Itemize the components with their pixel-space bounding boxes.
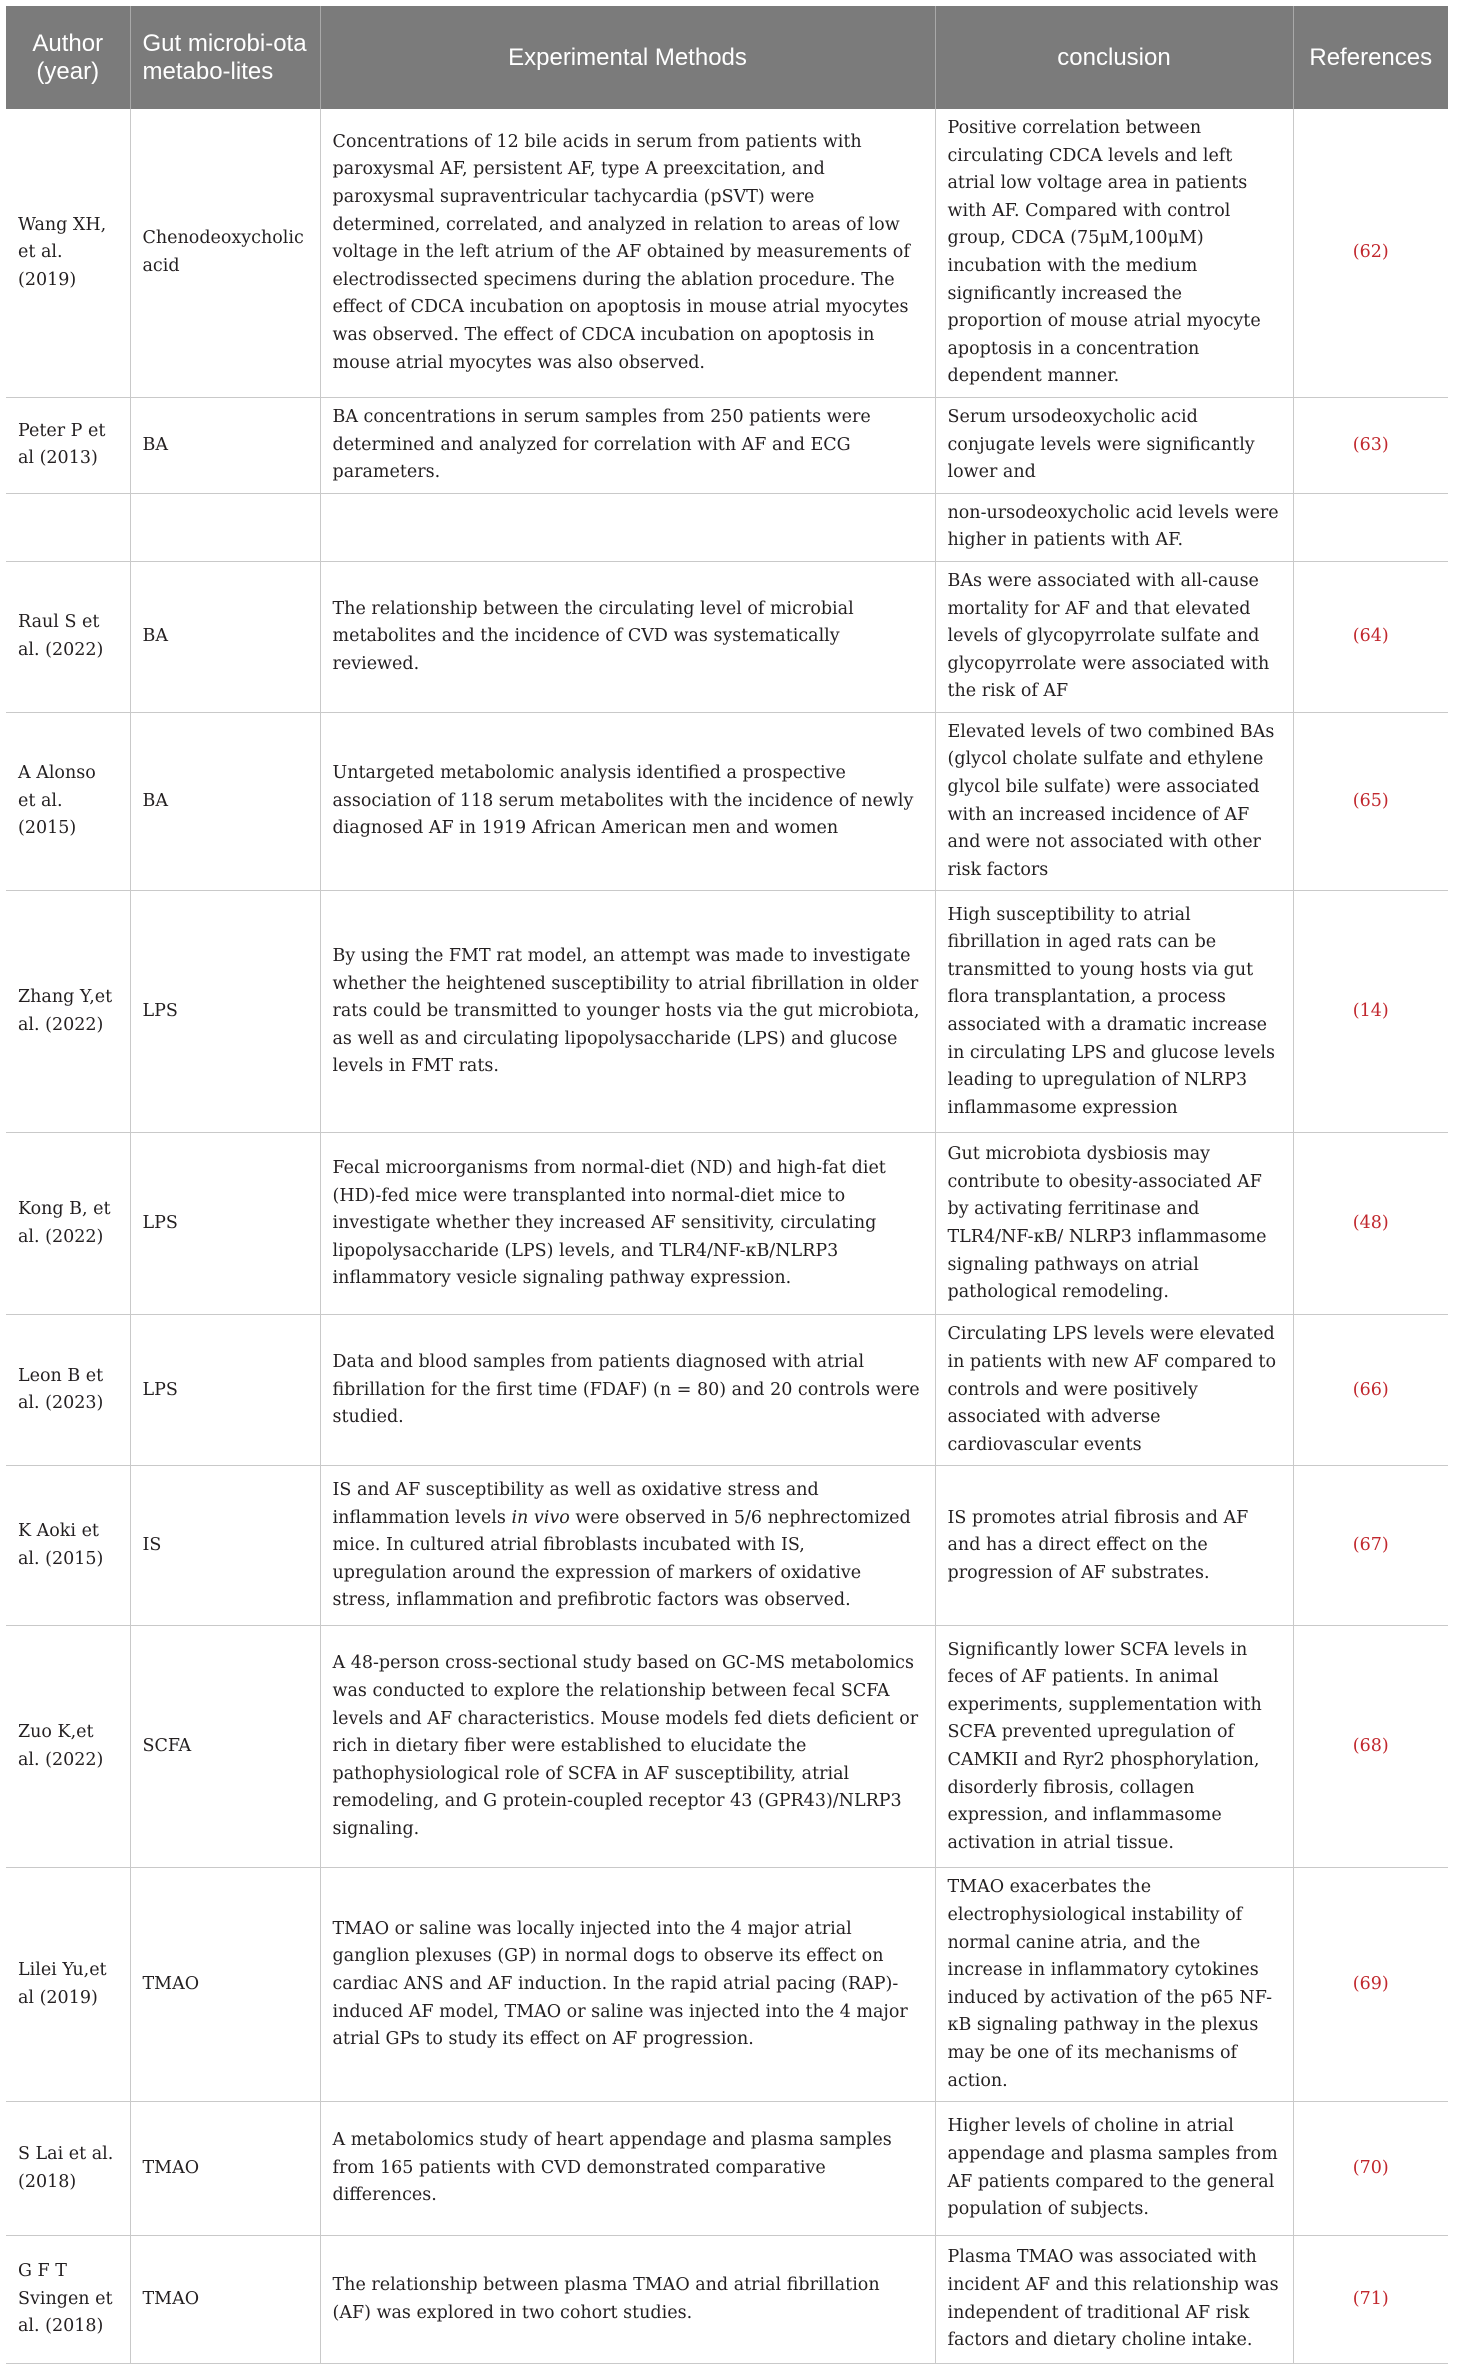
header-methods: Experimental Methods xyxy=(320,6,935,109)
cell-methods: TMAO or saline was locally injected into the 4 major atrial ganglion plexuses (GP) in normal dogs to observe its effect on cardiac ANS and AF induction. In the rapid atrial pacing (RAP)-induced AF model, TMAO or saline was injected into the 4 major atrial GPs to study its effect on AF progression. xyxy=(320,1868,935,2102)
cell-metabolite: TMAO xyxy=(130,2102,320,2236)
reference-link[interactable]: (63) xyxy=(1293,397,1448,493)
cell-author: A Alonso et al. (2015) xyxy=(6,712,130,891)
cell-metabolite: TMAO xyxy=(130,2236,320,2364)
cell-author: Leon B et al. (2023) xyxy=(6,1315,130,1466)
cell-conclusion: Higher levels of choline in atrial appendage and plasma samples from AF patients compared to the general population of subjects. xyxy=(935,2102,1293,2236)
cell-author: S Lai et al. (2018) xyxy=(6,2102,130,2236)
cell-conclusion: IS promotes atrial fibrosis and AF and has a direct effect on the progression of AF substrates. xyxy=(935,1466,1293,1626)
cell-methods: The relationship between the circulating level of microbial metabolites and the incidence of CVD was systematically reviewed. xyxy=(320,561,935,712)
cell-methods: Fecal microorganisms from normal-diet (ND) and high-fat diet (HD)-fed mice were transplanted into normal-diet mice to investigate whether they increased AF sensitivity, circulating lipopolysaccharide (LPS) levels, and TLR4/NF-κB/NLRP3 inflammatory vesicle signaling pathway expression. xyxy=(320,1133,935,1315)
reference-link[interactable]: (67) xyxy=(1293,1466,1448,1626)
cell-conclusion: High susceptibility to atrial fibrillation in aged rats can be transmitted to young hosts via gut flora transplantation, a process associated with a dramatic increase in circulating LPS and glucose levels leading to upregulation of NLRP3 inflammasome expression xyxy=(935,891,1293,1133)
cell-author: Zhang Y,et al. (2022) xyxy=(6,891,130,1133)
header-conclusion: conclusion xyxy=(935,6,1293,109)
cell-metabolite xyxy=(130,493,320,561)
reference-link xyxy=(1293,493,1448,561)
table-row xyxy=(6,1315,1448,1466)
table-row xyxy=(6,1868,1448,2102)
header-metabolite: Gut microbi-ota metabo-lites xyxy=(130,6,320,109)
table-row xyxy=(6,561,1448,712)
cell-author: Wang XH, et al. (2019) xyxy=(6,109,130,397)
cell-author: Peter P et al (2013) xyxy=(6,397,130,493)
header-row xyxy=(6,6,1448,109)
reference-link[interactable]: (64) xyxy=(1293,561,1448,712)
cell-author: G F T Svingen et al. (2018) xyxy=(6,2236,130,2364)
cell-methods xyxy=(320,493,935,561)
cell-metabolite: BA xyxy=(130,397,320,493)
cell-author: Lilei Yu,et al (2019) xyxy=(6,1868,130,2102)
methods-text: were observed in 5/6 nephrectomized mice. In cultured atrial fibroblasts incubated with IS, upregulation around the expression of markers of oxidative stress, inflammation and prefibrotic factors was observed. xyxy=(332,1507,911,1611)
table-row xyxy=(6,109,1448,397)
table-row xyxy=(6,2236,1448,2364)
cell-methods: Untargeted metabolomic analysis identified a prospective association of 118 serum metabolites with the incidence of newly diagnosed AF in 1919 African American men and women xyxy=(320,712,935,891)
cell-conclusion: BAs were associated with all-cause mortality for AF and that elevated levels of glycopyrrolate sulfate and glycopyrrolate were associated with the risk of AF xyxy=(935,561,1293,712)
cell-methods: A 48-person cross-sectional study based on GC-MS metabolomics was conducted to explore the relationship between fecal SCFA levels and AF characteristics. Mouse models fed diets deficient or rich in dietary fiber were established to elucidate the pathophysiological role of SCFA in AF susceptibility, atrial remodeling, and G protein-coupled receptor 43 (GPR43)/NLRP3 signaling. xyxy=(320,1626,935,1868)
reference-link[interactable]: (66) xyxy=(1293,1315,1448,1466)
table-row xyxy=(6,1626,1448,1868)
cell-author: Kong B, et al. (2022) xyxy=(6,1133,130,1315)
cell-methods: A metabolomics study of heart appendage and plasma samples from 165 patients with CVD demonstrated comparative differences. xyxy=(320,2102,935,2236)
reference-link[interactable]: (65) xyxy=(1293,712,1448,891)
cell-conclusion: TMAO exacerbates the electrophysiological instability of normal canine atria, and the increase in inflammatory cytokines induced by activation of the p65 NF-κB signaling pathway in the plexus may be one of its mechanisms of action. xyxy=(935,1868,1293,2102)
table-header xyxy=(6,6,1448,109)
cell-author: Raul S et al. (2022) xyxy=(6,561,130,712)
header-author: Author (year) xyxy=(6,6,130,109)
table-row xyxy=(6,1466,1448,1626)
cell-conclusion: Elevated levels of two combined BAs (glycol cholate sulfate and ethylene glycol bile sulfate) were associated with an increased incidence of AF and were not associated with other risk factors xyxy=(935,712,1293,891)
methods-italic-term: in vivo xyxy=(511,1507,570,1528)
cell-methods xyxy=(320,1466,935,1626)
reference-link[interactable]: (68) xyxy=(1293,1626,1448,1868)
reference-link[interactable]: (48) xyxy=(1293,1133,1448,1315)
table-row xyxy=(6,493,1448,561)
reference-link[interactable]: (14) xyxy=(1293,891,1448,1133)
table-row xyxy=(6,1133,1448,1315)
cell-metabolite: IS xyxy=(130,1466,320,1626)
cell-metabolite: SCFA xyxy=(130,1626,320,1868)
cell-metabolite: LPS xyxy=(130,891,320,1133)
cell-conclusion: Serum ursodeoxycholic acid conjugate levels were significantly lower and xyxy=(935,397,1293,493)
cell-methods: The relationship between plasma TMAO and atrial fibrillation (AF) was explored in two cohort studies. xyxy=(320,2236,935,2364)
cell-conclusion: Plasma TMAO was associated with incident AF and this relationship was independent of traditional AF risk factors and dietary choline intake. xyxy=(935,2236,1293,2364)
cell-methods: BA concentrations in serum samples from 250 patients were determined and analyzed for correlation with AF and ECG parameters. xyxy=(320,397,935,493)
cell-metabolite: BA xyxy=(130,561,320,712)
reference-link[interactable]: (71) xyxy=(1293,2236,1448,2364)
literature-table xyxy=(6,6,1448,2364)
cell-conclusion: non-ursodeoxycholic acid levels were higher in patients with AF. xyxy=(935,493,1293,561)
table-row xyxy=(6,891,1448,1133)
cell-conclusion: Circulating LPS levels were elevated in patients with new AF compared to controls and were positively associated with adverse cardiovascular events xyxy=(935,1315,1293,1466)
header-references: References xyxy=(1293,6,1448,109)
cell-conclusion: Gut microbiota dysbiosis may contribute to obesity-associated AF by activating ferritinase and TLR4/NF-κB/ NLRP3 inflammasome signaling pathways on atrial pathological remodeling. xyxy=(935,1133,1293,1315)
cell-metabolite: LPS xyxy=(130,1133,320,1315)
table-row xyxy=(6,712,1448,891)
cell-author xyxy=(6,493,130,561)
cell-metabolite: TMAO xyxy=(130,1868,320,2102)
cell-author: Zuo K,et al. (2022) xyxy=(6,1626,130,1868)
table-row xyxy=(6,397,1448,493)
cell-metabolite: LPS xyxy=(130,1315,320,1466)
cell-metabolite: Chenodeoxycholic acid xyxy=(130,109,320,397)
cell-metabolite: BA xyxy=(130,712,320,891)
reference-link[interactable]: (70) xyxy=(1293,2102,1448,2236)
cell-conclusion: Positive correlation between circulating CDCA levels and left atrial low voltage area in patients with AF. Compared with control group, CDCA (75μM,100μM) incubation with the medium significantly increased the proportion of mouse atrial myocyte apoptosis in a concentration dependent manner. xyxy=(935,109,1293,397)
table-body xyxy=(6,109,1448,2364)
reference-link[interactable]: (62) xyxy=(1293,109,1448,397)
reference-link[interactable]: (69) xyxy=(1293,1868,1448,2102)
cell-methods: Concentrations of 12 bile acids in serum from patients with paroxysmal AF, persistent AF, type A preexcitation, and paroxysmal supraventricular tachycardia (pSVT) were determined, correlated, and analyzed in relation to areas of low voltage in the left atrium of the AF obtained by measurements of electrodissected specimens during the ablation procedure. The effect of CDCA incubation on apoptosis in mouse atrial myocytes was observed. The effect of CDCA incubation on apoptosis in mouse atrial myocytes was also observed. xyxy=(320,109,935,397)
methods-text: IS and AF susceptibility as well as oxidative stress and inflammation levels xyxy=(332,1479,819,1528)
cell-conclusion: Significantly lower SCFA levels in feces of AF patients. In animal experiments, supplementation with SCFA prevented upregulation of CAMKII and Ryr2 phosphorylation, disorderly fibrosis, collagen expression, and inflammasome activation in atrial tissue. xyxy=(935,1626,1293,1868)
cell-methods: Data and blood samples from patients diagnosed with atrial fibrillation for the first time (FDAF) (n = 80) and 20 controls were studied. xyxy=(320,1315,935,1466)
cell-methods: By using the FMT rat model, an attempt was made to investigate whether the heightened susceptibility to atrial fibrillation in older rats could be transmitted to younger hosts via the gut microbiota, as well as and circulating lipopolysaccharide (LPS) and glucose levels in FMT rats. xyxy=(320,891,935,1133)
cell-author: K Aoki et al. (2015) xyxy=(6,1466,130,1626)
table-row xyxy=(6,2102,1448,2236)
